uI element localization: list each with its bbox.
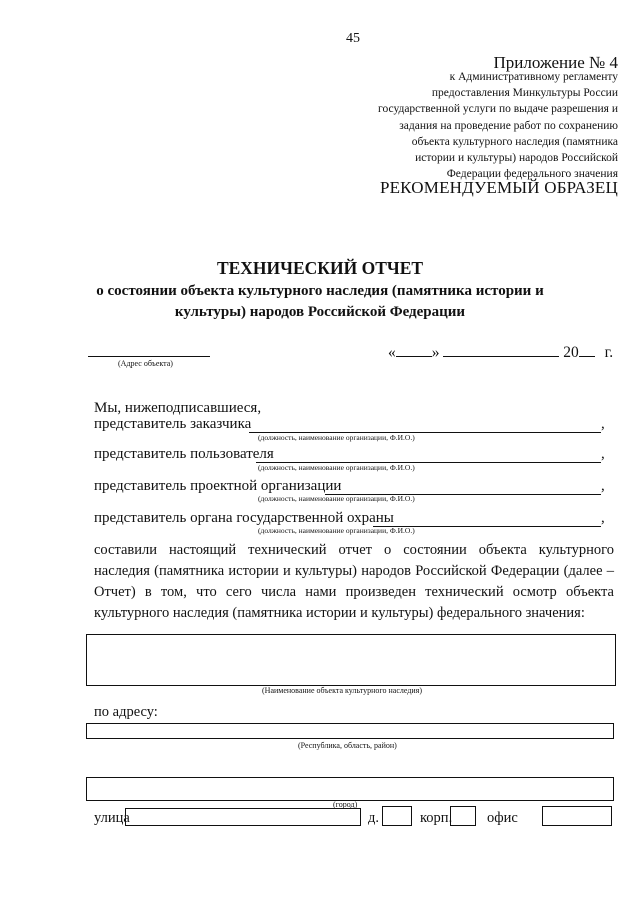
- comma: ,: [601, 416, 605, 432]
- date-year-field[interactable]: [579, 342, 595, 357]
- building-field[interactable]: [450, 806, 476, 826]
- appendix-reference: [298, 69, 618, 182]
- city-caption: (город): [333, 800, 358, 809]
- street-label: улица: [94, 810, 130, 826]
- date-day-field[interactable]: [396, 342, 432, 357]
- appendix-line: государственной услуги по выдаче разрешения и: [378, 103, 618, 116]
- representative-design-org-label: представитель проектной организации: [94, 478, 342, 494]
- sample-label: РЕКОМЕНДУЕМЫЙ ОБРАЗЕЦ: [379, 178, 618, 197]
- object-address-caption: (Адрес объекта): [118, 359, 173, 368]
- representative-caption: (должность, наименование организации, Ф.И.О.): [258, 463, 415, 472]
- date-close-quote: »: [431, 344, 440, 361]
- appendix-line: предоставления Минкультуры России: [431, 87, 618, 100]
- intro-text: Мы, нижеподписавшиеся,: [94, 400, 262, 416]
- object-name-caption: (Наименование объекта культурного наследия): [262, 686, 423, 695]
- representative-user-label: представитель пользователя: [94, 446, 274, 462]
- appendix-line: Федерации федерального значения: [446, 168, 618, 181]
- street-field[interactable]: [125, 808, 361, 826]
- representative-caption: (должность, наименование организации, Ф.И.О.): [258, 494, 415, 503]
- document-subtitle: [0, 281, 640, 323]
- date-open-quote: «: [388, 344, 396, 361]
- representative-customer-label: представитель заказчика: [94, 416, 252, 432]
- appendix-line: истории и культуры) народов Российской: [415, 152, 618, 165]
- comma: ,: [601, 478, 605, 494]
- house-label: д.: [368, 810, 380, 826]
- appendix-line: задания на проведение работ по сохранению: [399, 119, 618, 132]
- page-number: 45: [346, 31, 360, 46]
- city-field[interactable]: [86, 777, 614, 801]
- region-field[interactable]: [86, 723, 614, 739]
- object-address-field[interactable]: [88, 355, 210, 357]
- office-field[interactable]: [542, 806, 612, 826]
- appendix-title: Приложение № 4: [493, 53, 618, 72]
- office-label: офис: [487, 810, 518, 826]
- representative-caption: (должность, наименование организации, Ф.И.О.): [258, 433, 415, 442]
- date-row: [388, 342, 613, 362]
- region-caption: (Республика, область, район): [298, 741, 397, 750]
- representative-protection-body-label: представитель органа государственной охраны: [94, 510, 394, 526]
- date-month-field[interactable]: [443, 342, 559, 357]
- report-paragraph: составили настоящий технический отчет о состоянии объекта культурного наследия (памятника истории и культуры) народов Российской Федерации (далее – Отчет) в том, что сего числа нами произведен технический осмотр объекта культурного наследия (памятника истории и культуры) федерального значения:: [94, 542, 614, 621]
- address-label: по адресу:: [94, 704, 158, 720]
- comma: ,: [601, 510, 605, 526]
- document-title: ТЕХНИЧЕСКИЙ ОТЧЕТ: [216, 258, 424, 278]
- appendix-line: объекта культурного наследия (памятника: [411, 135, 618, 148]
- comma: ,: [601, 446, 605, 462]
- subtitle-line: культуры) народов Российской Федерации: [174, 304, 466, 320]
- house-field[interactable]: [382, 806, 412, 826]
- appendix-line: к Административному регламенту: [449, 71, 618, 83]
- object-name-field[interactable]: [86, 634, 616, 686]
- date-year-suffix: г.: [604, 344, 614, 361]
- subtitle-line: о состоянии объекта культурного наследия (памятника истории и: [96, 283, 544, 299]
- building-label: корп.: [420, 810, 453, 826]
- date-year-prefix: 20: [563, 344, 579, 361]
- representative-caption: (должность, наименование организации, Ф.И.О.): [258, 526, 415, 535]
